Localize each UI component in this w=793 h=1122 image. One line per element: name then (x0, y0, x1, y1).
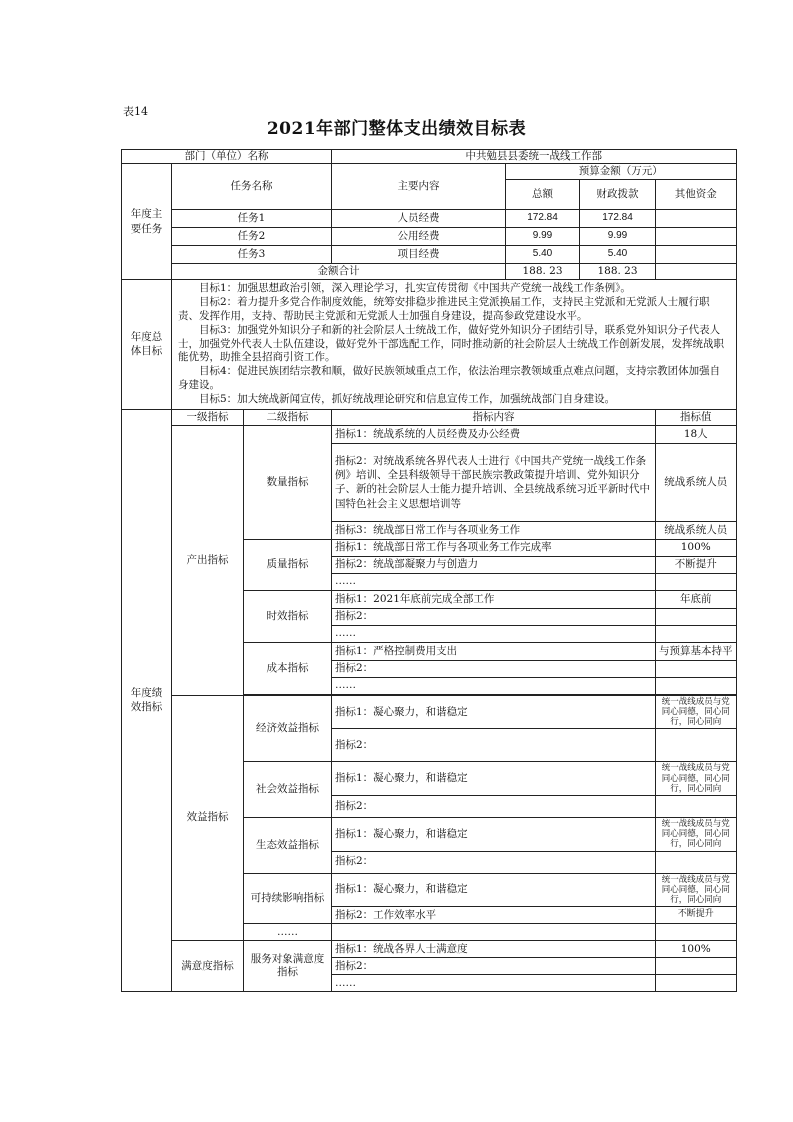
indicator-value (656, 795, 737, 817)
main-content-header: 主要内容 (332, 164, 506, 210)
annual-tasks-label: 年度主要任务 (122, 164, 172, 280)
indicator-content: 指标1：凝心聚力，和谐稳定 (332, 873, 656, 907)
header-level2: 二级指标 (244, 409, 332, 425)
indicator-value: 统战系统人员 (656, 521, 737, 539)
indicator-value: 统一战线成员与党同心同德，同心同行，同心同向 (656, 873, 737, 907)
indicator-content: …… (332, 625, 656, 642)
indicator-content: 指标1：凝心聚力，和谐稳定 (332, 817, 656, 851)
indicator-value (656, 924, 737, 941)
goal-item: 目标3：加强党外知识分子和新的社会阶层人士统战工作，做好党外知识分子团结引导，联系党外知识分子代表人士，加强党外代表人士队伍建设，做好党外干部选配工作，同时推动新的社会阶层人士统战工作创新发展，发挥统战职能优势，助推全县招商引资工作。 (178, 323, 724, 364)
indicator-value (656, 625, 737, 642)
indicator-content: 指标1：凝心聚力，和谐稳定 (332, 695, 656, 729)
indicator-value: 统战系统人员 (656, 443, 737, 521)
benefit-indicator: 效益指标 (172, 695, 244, 940)
indicator-content: 指标3：统战部日常工作与各项业务工作 (332, 521, 656, 539)
other-header: 其他资金 (656, 180, 737, 210)
indicator-content: …… (332, 677, 656, 694)
task-total: 172.84 (506, 210, 580, 228)
task-name-header: 任务名称 (172, 164, 332, 210)
indicator-content: …… (332, 975, 656, 992)
indicator-value: 与预算基本持平 (656, 642, 737, 660)
indicator-content: …… (332, 573, 656, 590)
timeliness-indicator: 时效指标 (244, 590, 332, 642)
task-fiscal: 172.84 (580, 210, 656, 228)
indicator-content: 指标2： (332, 795, 656, 817)
overall-goals-text (172, 280, 737, 410)
dept-label: 部门（单位）名称 (122, 150, 332, 164)
fiscal-header: 财政拨款 (580, 180, 656, 210)
service-satisfaction-indicator: 服务对象满意度指标 (244, 941, 332, 992)
indicator-content: 指标1：统战部日常工作与各项业务工作完成率 (332, 539, 656, 556)
task-total: 5.40 (506, 246, 580, 264)
indicator-content: 指标2： (332, 851, 656, 873)
indicator-value (656, 958, 737, 975)
task-other (656, 246, 737, 264)
performance-target-table (121, 149, 737, 992)
task-fiscal: 9.99 (580, 228, 656, 246)
quantity-indicator: 数量指标 (244, 425, 332, 539)
indicator-value (656, 975, 737, 992)
indicator-content: 指标2：工作效率水平 (332, 907, 656, 924)
indicator-value: 18人 (656, 425, 737, 443)
goal-item: 目标2：着力提升多党合作制度效能，统筹安排稳步推进民主党派换届工作，支持民主党派和无党派人士履行职责、发挥作用，支持、帮助民主党派和无党派人士加强自身建设，提高参政党建设水平。 (178, 295, 710, 322)
task-name: 任务2 (172, 228, 332, 246)
sum-fiscal: 188. 23 (580, 264, 656, 280)
indicator-value (656, 608, 737, 625)
indicator-value: 统一战线成员与党同心同德，同心同行，同心同向 (656, 695, 737, 729)
indicator-value (656, 851, 737, 873)
indicator-value: 100% (656, 539, 737, 556)
economic-indicator: 经济效益指标 (244, 695, 332, 762)
indicator-content: 指标1：统战系统的人员经费及办公经费 (332, 425, 656, 443)
overall-goals-label: 年度总体目标 (122, 280, 172, 410)
total-header: 总额 (506, 180, 580, 210)
indicator-content: 指标2： (332, 958, 656, 975)
header-value: 指标值 (656, 409, 737, 425)
satisfaction-indicator: 满意度指标 (172, 941, 244, 992)
dept-value: 中共勉县县委统一战线工作部 (332, 150, 737, 164)
sum-other (656, 264, 737, 280)
ecological-indicator: 生态效益指标 (244, 817, 332, 873)
header-level1: 一级指标 (172, 409, 244, 425)
task-other (656, 210, 737, 228)
indicator-value: 不断提升 (656, 907, 737, 924)
indicator-value: 统一战线成员与党同心同德，同心同行，同心同向 (656, 817, 737, 851)
indicator-value: 不断提升 (656, 556, 737, 573)
task-other (656, 228, 737, 246)
indicator-content: 指标2：统战部凝聚力与创造力 (332, 556, 656, 573)
goal-item: 目标4：促进民族团结宗教和顺，做好民族领域重点工作，依法治理宗教领域重点难点问题，支持宗教团体加强自身建设。 (178, 365, 721, 392)
task-fiscal: 5.40 (580, 246, 656, 264)
task-content: 公用经费 (332, 228, 506, 246)
page-title: 2021年部门整体支出绩效目标表 (266, 119, 527, 139)
budget-header: 预算金额（万元） (506, 164, 737, 180)
task-name: 任务1 (172, 210, 332, 228)
indicator-content: 指标2： (332, 660, 656, 677)
task-total: 9.99 (506, 228, 580, 246)
indicator-content (332, 924, 656, 941)
indicator-value (656, 729, 737, 762)
goal-item: 目标5：加大统战新闻宣传，抓好统战理论研究和信息宣传工作，加强统战部门自身建设。 (199, 393, 616, 405)
cost-indicator: 成本指标 (244, 642, 332, 694)
indicator-value (656, 573, 737, 590)
indicator-content: 指标1：严格控制费用支出 (332, 642, 656, 660)
quality-indicator: 质量指标 (244, 539, 332, 590)
table-label: 表14 (123, 105, 148, 118)
benefit-more: …… (244, 924, 332, 941)
goal-item: 目标1：加强思想政治引领，深入理论学习，扎实宣传贯彻《中国共产党统一战线工作条例》。 (199, 282, 631, 295)
indicator-value: 统一战线成员与党同心同德，同心同行，同心同向 (656, 762, 737, 796)
sum-total: 188. 23 (506, 264, 580, 280)
task-content: 项目经费 (332, 246, 506, 264)
output-indicator: 产出指标 (172, 425, 244, 695)
indicator-value (656, 660, 737, 677)
social-indicator: 社会效益指标 (244, 762, 332, 818)
indicator-value: 100% (656, 941, 737, 958)
indicator-content: 指标2： (332, 608, 656, 625)
sum-label: 金额合计 (172, 264, 506, 280)
indicator-value: 年底前 (656, 590, 737, 608)
indicator-value (656, 677, 737, 694)
indicator-content: 指标1：2021年底前完成全部工作 (332, 590, 656, 608)
sustainable-indicator: 可持续影响指标 (244, 873, 332, 924)
indicator-content: 指标2：对统战系统各界代表人士进行《中国共产党统一战线工作条例》培训、全县科级领导干部民族宗教政策提升培训、党外知识分子、新的社会阶层人士能力提升培训、全县统战系统习近平新时代中国特色社会主义思想培训等 (332, 443, 656, 521)
indicator-content: 指标1：凝心聚力，和谐稳定 (332, 762, 656, 796)
indicator-content: 指标2： (332, 729, 656, 762)
header-content: 指标内容 (332, 409, 656, 425)
indicator-content: 指标1：统战各界人士满意度 (332, 941, 656, 958)
task-content: 人员经费 (332, 210, 506, 228)
performance-label: 年度绩效指标 (122, 409, 172, 991)
task-name: 任务3 (172, 246, 332, 264)
